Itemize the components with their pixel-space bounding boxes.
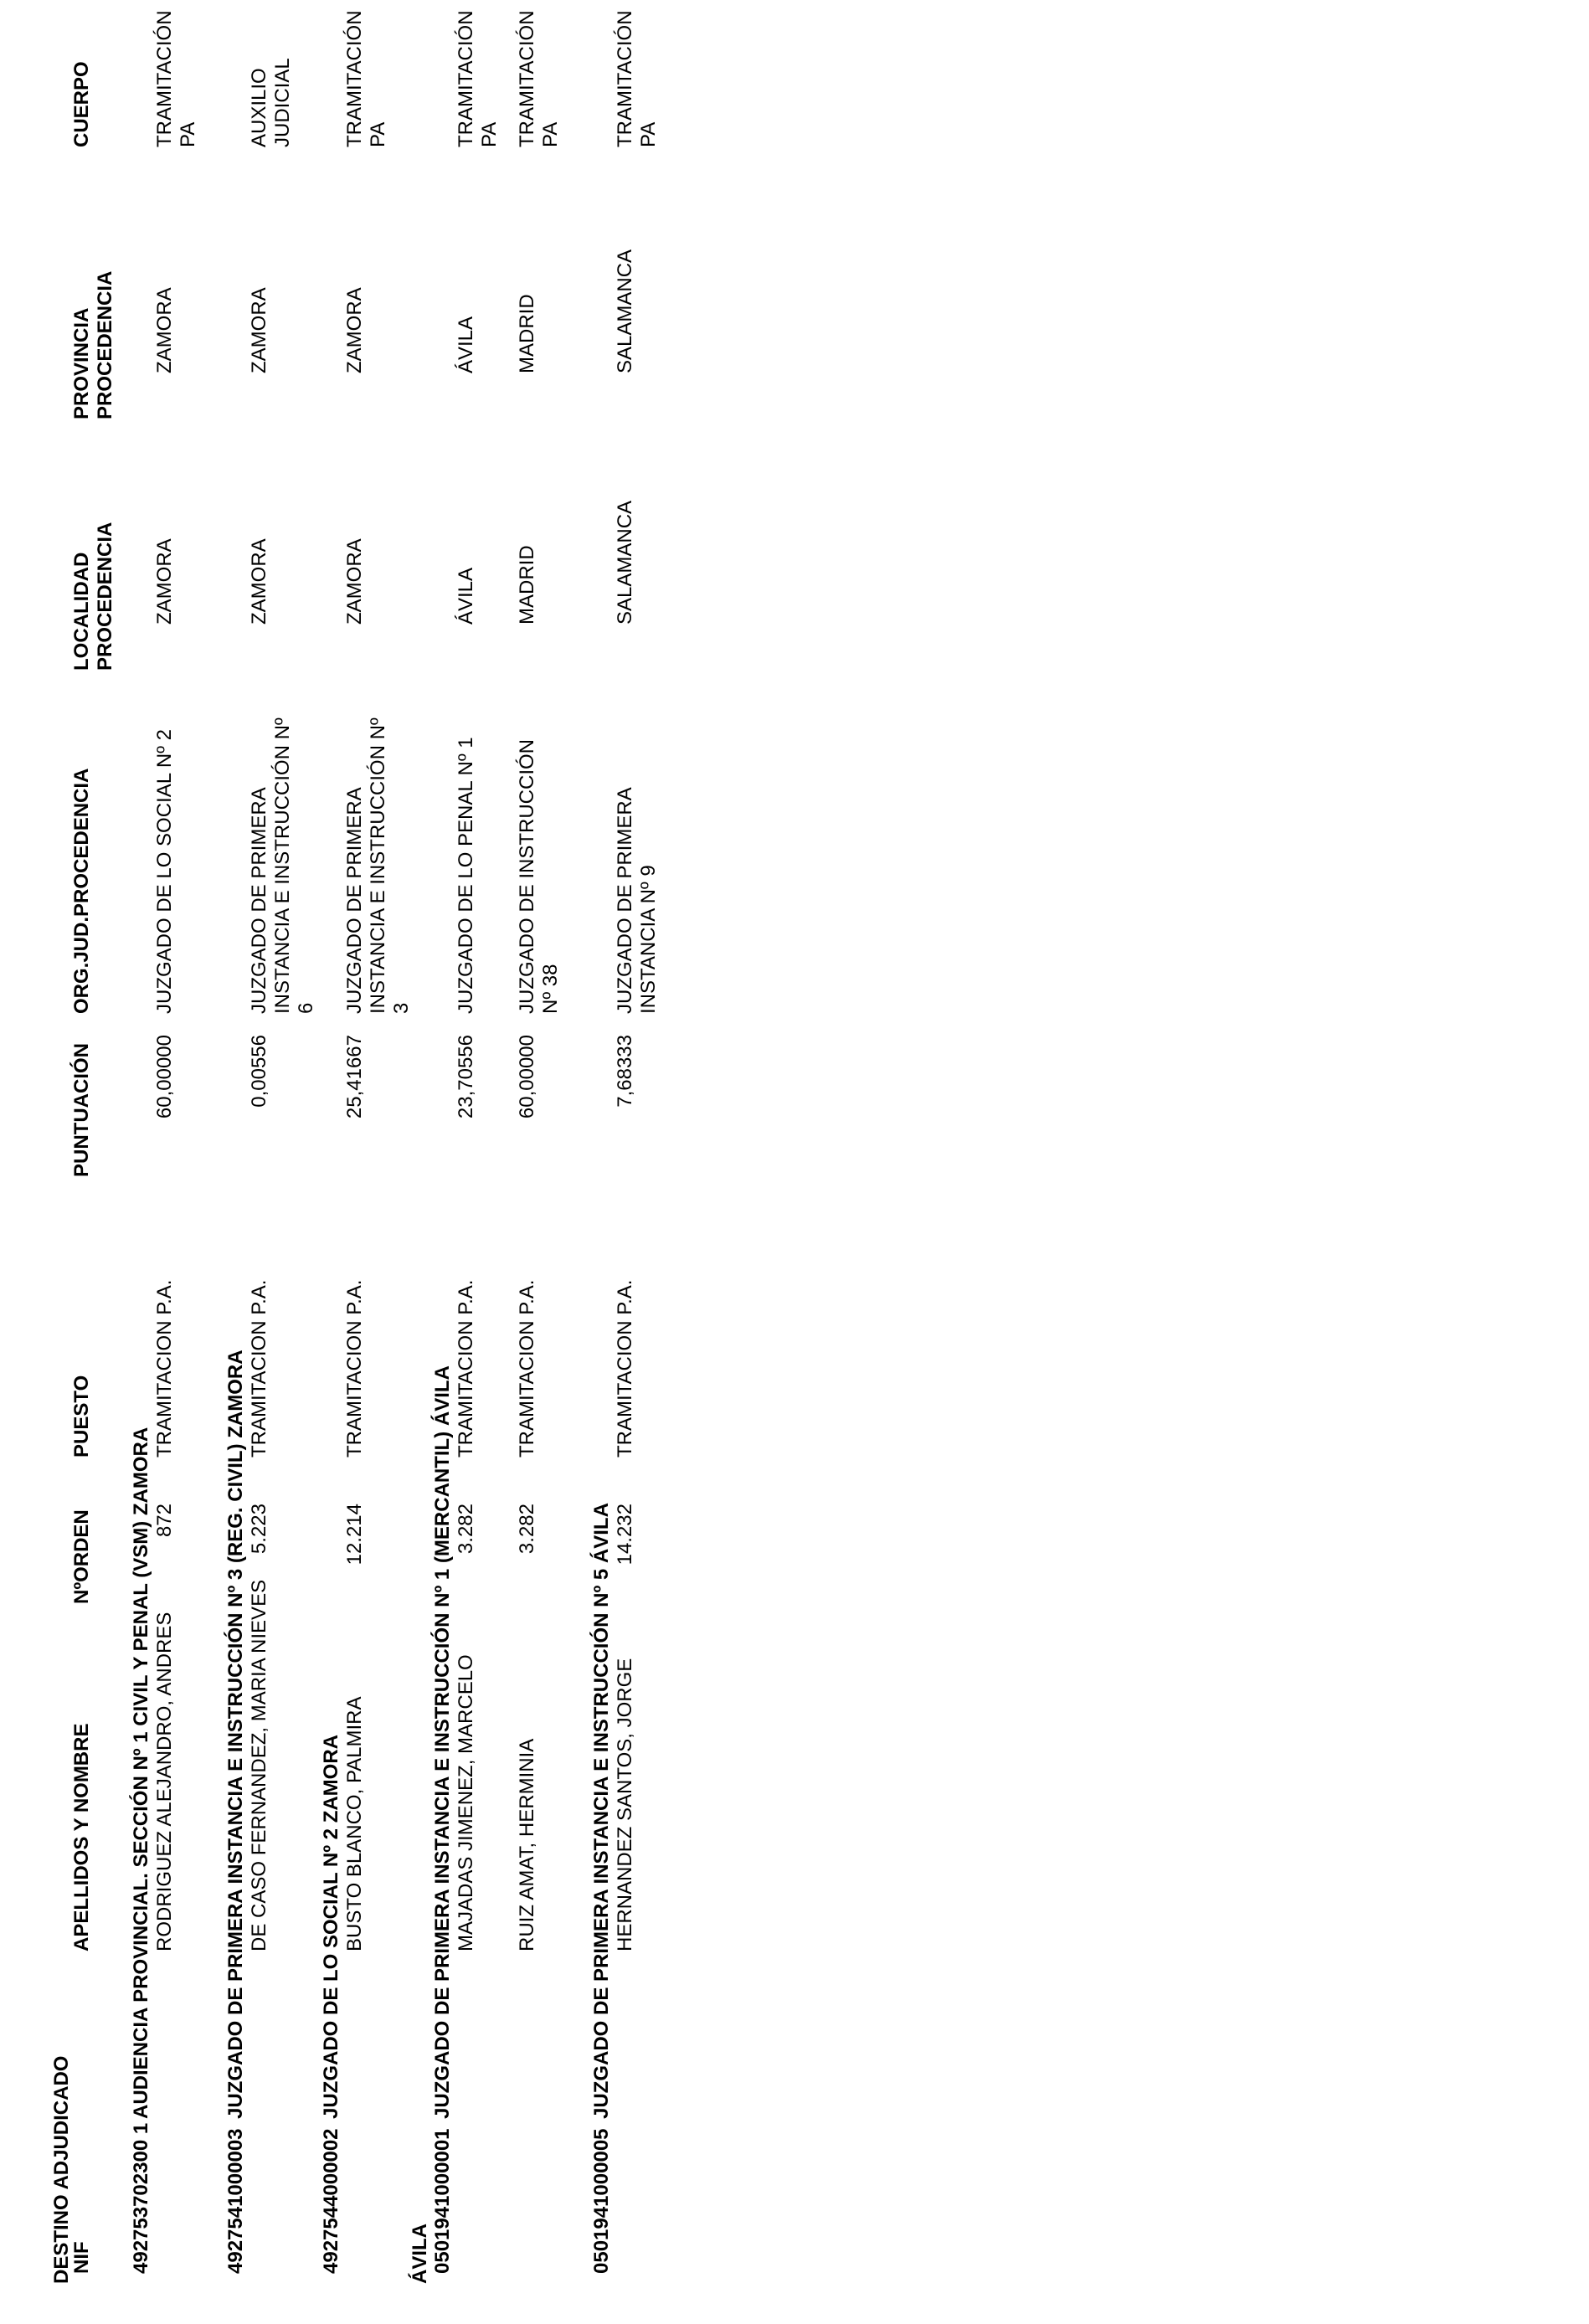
header-org: ORG.JUD.PROCEDENCIA bbox=[70, 768, 93, 1014]
header-puesto: PUESTO bbox=[70, 1375, 93, 1458]
cuerpo-cell: TRAMITACIÓN PA bbox=[455, 10, 501, 147]
org-cell: JUZGADO DE PRIMERA INSTANCIA E INSTRUCCIÓN Nº 3 bbox=[343, 717, 413, 1014]
destination-nif: 0501941000001 bbox=[431, 2128, 454, 2274]
section-title: DESTINO ADJUDICADO bbox=[50, 2055, 73, 2284]
apellidos-cell: BUSTO BLANCO, PALMIRA bbox=[343, 1696, 366, 1951]
destination-nif: 4927541000003 bbox=[224, 2128, 247, 2274]
apellidos-cell: DE CASO FERNANDEZ, MARIA NIEVES bbox=[248, 1579, 270, 1951]
provincia-cell: SALAMANCA bbox=[614, 249, 636, 373]
norden-cell: 872 bbox=[153, 1504, 176, 1538]
cuerpo-cell: TRAMITACIÓN PA bbox=[153, 10, 199, 147]
org-cell: JUZGADO DE PRIMERA INSTANCIA E INSTRUCCIÓN Nº 6 bbox=[248, 717, 317, 1014]
provincia-cell: ZAMORA bbox=[248, 287, 270, 373]
norden-cell: 3.282 bbox=[455, 1504, 477, 1555]
cuerpo-cell: TRAMITACIÓN PA bbox=[343, 10, 389, 147]
cuerpo-cell: AUXILIO JUDICIAL bbox=[248, 58, 294, 147]
localidad-cell: SALAMANCA bbox=[614, 500, 636, 625]
provincia-cell: ZAMORA bbox=[153, 287, 176, 373]
puntuacion-cell: 60,00000 bbox=[153, 1035, 176, 1119]
norden-cell: 12.214 bbox=[343, 1504, 366, 1566]
localidad-cell: ZAMORA bbox=[153, 538, 176, 625]
puntuacion-cell: 7,68333 bbox=[614, 1035, 636, 1108]
destination-nif: 492753702300 1 bbox=[130, 2122, 152, 2274]
header-provincia: PROVINCIA PROCEDENCIA bbox=[70, 270, 116, 419]
norden-cell: 3.282 bbox=[516, 1504, 538, 1555]
puntuacion-cell: 23,70556 bbox=[455, 1035, 477, 1119]
puesto-cell: TRAMITACION P.A. bbox=[153, 1279, 176, 1458]
puesto-cell: TRAMITACION P.A. bbox=[343, 1279, 366, 1458]
header-norden: NºORDEN bbox=[70, 1509, 93, 1604]
cuerpo-cell: TRAMITACIÓN PA bbox=[614, 10, 660, 147]
destination-organo: JUZGADO DE LO SOCIAL Nº 2 ZAMORA bbox=[320, 1734, 342, 2119]
header-apellidos: APELLIDOS Y NOMBRE bbox=[70, 1723, 93, 1951]
org-cell: JUZGADO DE LO PENAL Nº 1 bbox=[455, 737, 477, 1014]
header-puntuacion: PUNTUACIÓN bbox=[70, 1043, 93, 1177]
header-localidad: LOCALIDAD PROCEDENCIA bbox=[70, 522, 116, 671]
destination-organo: AUDIENCIA PROVINCIAL. SECCIÓN Nº 1 CIVIL Y PENAL (VSM) ZAMORA bbox=[130, 1427, 152, 2119]
apellidos-cell: RODRIGUEZ ALEJANDRO, ANDRES bbox=[153, 1612, 176, 1951]
province-heading: ÁVILA bbox=[409, 2224, 431, 2284]
puesto-cell: TRAMITACION P.A. bbox=[248, 1279, 270, 1458]
puntuacion-cell: 25,41667 bbox=[343, 1035, 366, 1119]
provincia-cell: ÁVILA bbox=[455, 316, 477, 373]
provincia-cell: MADRID bbox=[516, 294, 538, 373]
apellidos-cell: MAJADAS JIMENEZ, MARCELO bbox=[455, 1654, 477, 1951]
puesto-cell: TRAMITACION P.A. bbox=[455, 1279, 477, 1458]
org-cell: JUZGADO DE PRIMERA INSTANCIA Nº 9 bbox=[614, 788, 660, 1014]
puntuacion-cell: 0,00556 bbox=[248, 1035, 270, 1108]
destination-organo: JUZGADO DE PRIMERA INSTANCIA E INSTRUCCIÓN Nº 1 (MERCANTIL) ÁVILA bbox=[431, 1365, 454, 2119]
norden-cell: 14.232 bbox=[614, 1504, 636, 1566]
puesto-cell: TRAMITACION P.A. bbox=[516, 1279, 538, 1458]
header-nif: NIF bbox=[70, 2241, 93, 2274]
header-cuerpo: CUERPO bbox=[70, 61, 93, 147]
apellidos-cell: HERNANDEZ SANTOS, JORGE bbox=[614, 1658, 636, 1951]
localidad-cell: ZAMORA bbox=[248, 538, 270, 625]
org-cell: JUZGADO DE LO SOCIAL Nº 2 bbox=[153, 729, 176, 1014]
destination-nif: 4927544000002 bbox=[320, 2128, 342, 2274]
localidad-cell: MADRID bbox=[516, 545, 538, 625]
localidad-cell: ÁVILA bbox=[455, 567, 477, 625]
org-cell: JUZGADO DE INSTRUCCIÓN Nº 38 bbox=[516, 738, 562, 1014]
norden-cell: 5.223 bbox=[248, 1504, 270, 1555]
provincia-cell: ZAMORA bbox=[343, 287, 366, 373]
apellidos-cell: RUIZ AMAT, HERMINIA bbox=[516, 1738, 538, 1951]
puesto-cell: TRAMITACION P.A. bbox=[614, 1279, 636, 1458]
cuerpo-cell: TRAMITACIÓN PA bbox=[516, 10, 562, 147]
destination-organo: JUZGADO DE PRIMERA INSTANCIA E INSTRUCCIÓN Nº 3 (REG. CIVIL) ZAMORA bbox=[224, 1350, 247, 2119]
localidad-cell: ZAMORA bbox=[343, 538, 366, 625]
destination-organo: JUZGADO DE PRIMERA INSTANCIA E INSTRUCCIÓN Nº 5 ÁVILA bbox=[590, 1503, 613, 2119]
destination-nif: 0501941000005 bbox=[590, 2128, 613, 2274]
puntuacion-cell: 60,00000 bbox=[516, 1035, 538, 1119]
